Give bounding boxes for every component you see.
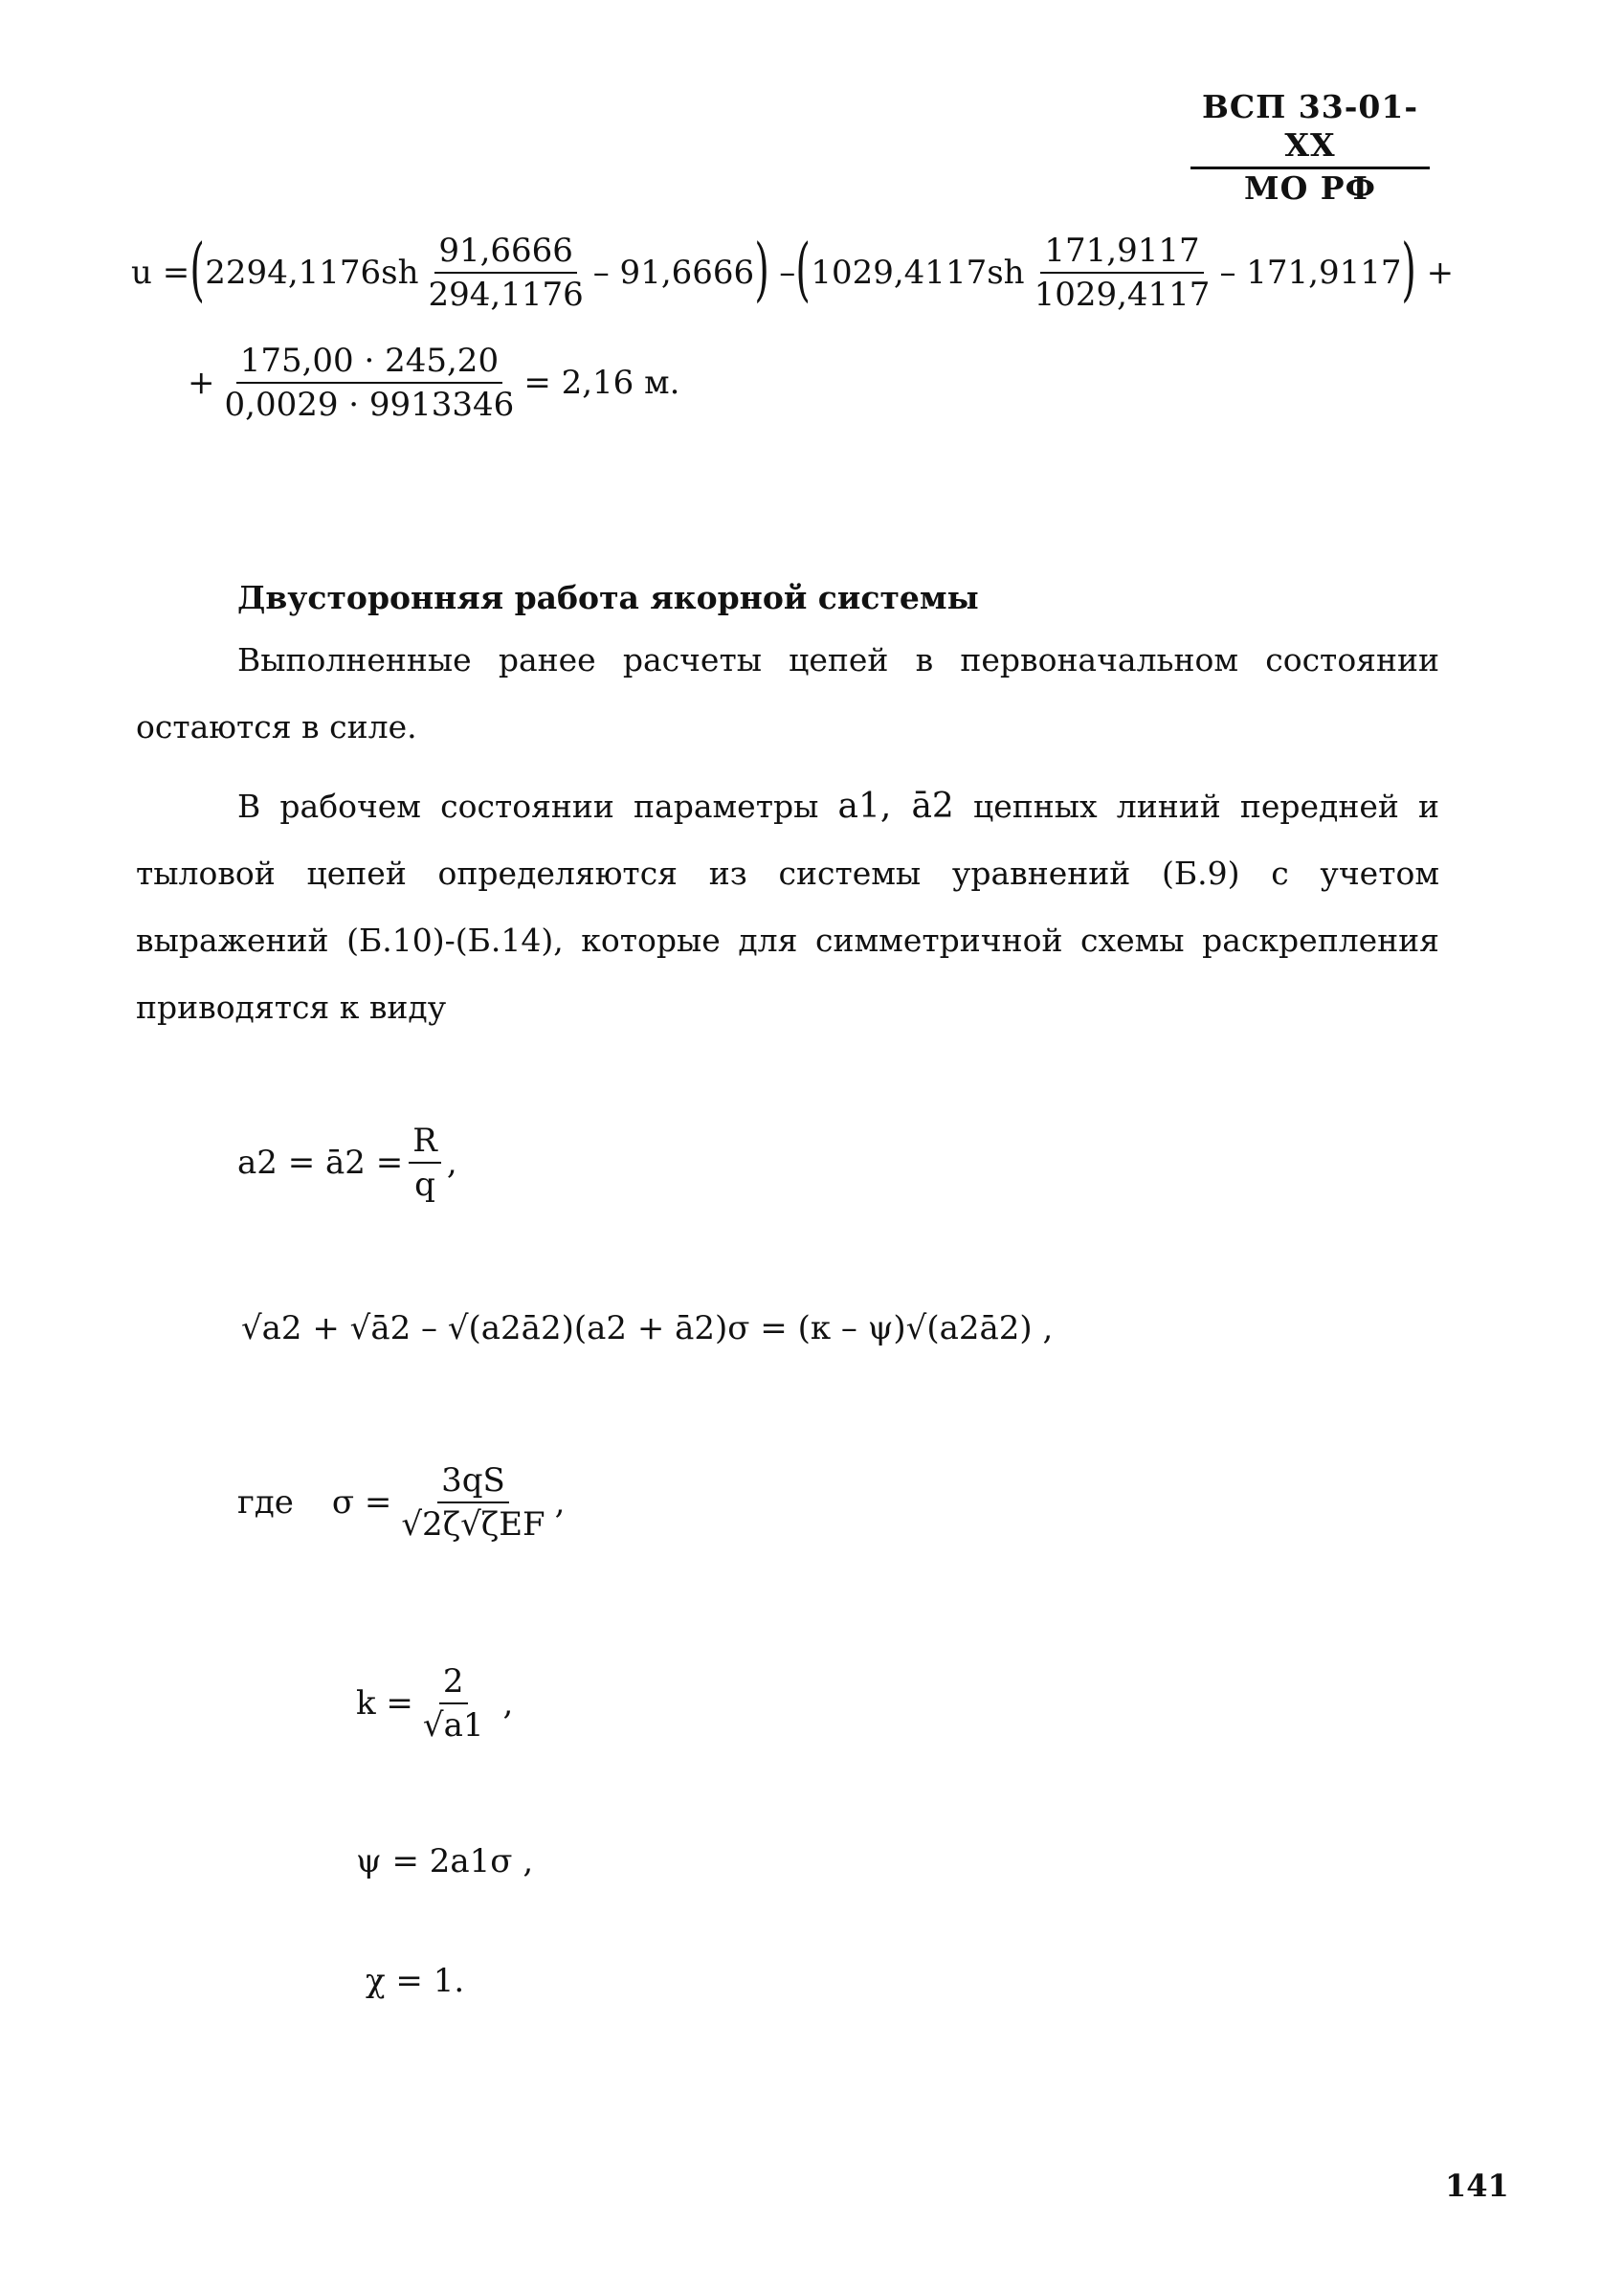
- formula-1-num: R: [409, 1120, 441, 1164]
- formula-6: χ = 1.: [366, 1962, 465, 2000]
- paragraph-1: Выполненные ранее расчеты цепей в первоначальном состоянии остаются в силе.: [136, 641, 1439, 745]
- formula-u-term2-tail: – 171,9117: [1219, 254, 1402, 292]
- section-heading: Двусторонняя работа якорной системы: [237, 579, 979, 616]
- paragraph-2-end: цепных линий передней и тыловой цепей определяются из системы уравнений (Б.9) с учетом выражений (Б.10)-(Б.14), которые для симметричной схемы раскрепления приводятся к виду: [136, 788, 1440, 1026]
- formula-u-term2-den: 1029,4117: [1034, 276, 1211, 314]
- formula-2: √a2 + √ā2 – √(a2ā2)(a2 + ā2)σ = (κ – ψ)√(a2ā2) ,: [241, 1309, 1054, 1347]
- formula-u-term1-den: 294,1176: [428, 276, 584, 314]
- page-number: 141: [1445, 2168, 1509, 2204]
- formula-5: ψ = 2a1σ ,: [356, 1842, 534, 1880]
- formula-u-term3-den: 0,0029 · 9913346: [224, 386, 515, 424]
- formula-3-num: 3qS: [437, 1459, 509, 1503]
- formula-1-tail: ,: [446, 1144, 457, 1182]
- formula-4-lhs: k =: [356, 1684, 413, 1723]
- document-code: ВСП 33-01-ХХ: [1190, 88, 1430, 169]
- formula-u-term3-num: 175,00 · 245,20: [236, 340, 502, 384]
- formula-u-term3-fraction: [221, 340, 519, 426]
- formula-u-term1-tail: – 91,6666: [592, 254, 755, 292]
- formula-u-term1-num: 91,6666: [434, 230, 577, 274]
- formula-3-where: где: [237, 1483, 294, 1522]
- formula-u-plus: +: [1426, 254, 1455, 292]
- formula-4-num: 2: [439, 1660, 468, 1704]
- formula-u-lhs: u =: [131, 254, 190, 292]
- formula-u-term1-coef: 2294,1176sh: [205, 254, 419, 292]
- formula-u-term2-fraction: [1031, 230, 1214, 316]
- formula-u-term2-num: 171,9117: [1040, 230, 1203, 274]
- formula-3: [237, 1459, 565, 1546]
- formula-u-line2-plus: +: [188, 364, 215, 402]
- formula-4-fraction: [419, 1660, 488, 1746]
- formula-u-line1: u = ( 2294,1176sh $\frac{91,6666}{294,1176}$ – 91,6666 ) – ( 1029,4117sh $\frac{171,9117}{1029,4117}$ – 171,9117 ) +: [131, 229, 1455, 314]
- formula-u-result: = 2,16 м.: [523, 364, 680, 402]
- formula-1-lhs: a2 = ā2 =: [237, 1144, 404, 1182]
- formula-3-den: √2ζ√ζEF: [401, 1505, 545, 1544]
- formula-4-den: √a1: [422, 1706, 484, 1745]
- paragraph-2: [136, 773, 1439, 1041]
- formula-1: [237, 1120, 457, 1206]
- formula-3-tail: ,: [554, 1483, 566, 1522]
- document-org: МО РФ: [1244, 169, 1376, 207]
- paragraph-2-params: a1, ā2: [837, 787, 954, 826]
- formula-u-line2: [188, 340, 679, 426]
- formula-4-tail: ,: [502, 1684, 514, 1723]
- paragraph-2-start: В рабочем состоянии параметры: [237, 788, 838, 825]
- document-header: [1190, 88, 1430, 208]
- formula-1-fraction: [409, 1120, 441, 1206]
- formula-u-term2-coef: 1029,4117sh: [811, 254, 1025, 292]
- formula-1-den: q: [414, 1166, 435, 1204]
- formula-u-term1-fraction: [425, 230, 588, 316]
- formula-4: [356, 1660, 513, 1746]
- formula-3-fraction: [397, 1459, 548, 1546]
- formula-3-lhs: σ =: [331, 1483, 392, 1522]
- formula-u-minus: –: [779, 254, 796, 292]
